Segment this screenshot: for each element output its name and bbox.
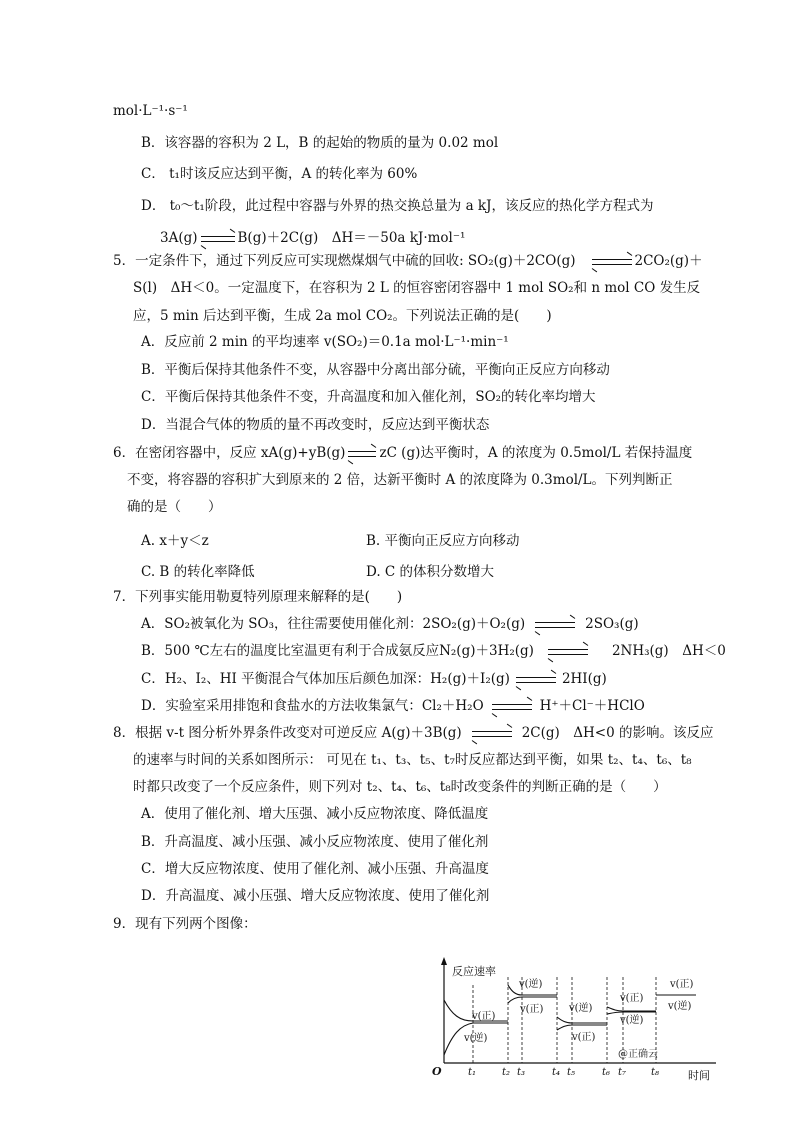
q8-option-a: A．使用了催化剂、增大压强、减小反应物浓度、降低温度 <box>141 806 489 822</box>
equilibrium-arrow-icon <box>535 621 575 629</box>
q4-option-b: B．该容器的容积为 2 L，B 的起始的物质的量为 0.02 mol <box>141 135 499 151</box>
x-axis-label: 时间 <box>688 1069 710 1082</box>
q8-stem-line1-a: 8．根据 v-t 图分析外界条件改变对可逆反应 A(g)＋3B(g) <box>113 725 462 741</box>
equilibrium-arrow-icon <box>516 676 556 684</box>
equilibrium-arrow-icon <box>548 648 588 656</box>
vt-figure <box>426 955 726 1085</box>
q6-stem-line3: 确的是（ ） <box>127 499 222 515</box>
q8-option-c: C．增大反应物浓度、使用了催化剂、减小压强、升高温度 <box>141 861 489 877</box>
tick-t2: t₂ <box>502 1067 511 1078</box>
q4-option-d: D． t₀～t₁阶段，此过程中容器与外界的热交换总量为 a kJ，该反应的热化学方程式为 <box>141 198 654 214</box>
tick-t1: t₁ <box>468 1067 477 1078</box>
q6-option-a: A. x＋y＜z <box>141 533 209 549</box>
equilibrium-arrow-icon <box>472 730 512 738</box>
q8-option-b: B．升高温度、减小压强、减小反应物浓度、使用了催化剂 <box>141 834 489 850</box>
tick-t6: t₆ <box>602 1067 611 1078</box>
q7-option-c-product: 2HI(g) <box>561 671 607 687</box>
tick-t3: t₃ <box>517 1067 526 1078</box>
v-fwd-label-3: v(正) <box>572 1032 596 1043</box>
q7-option-a-text: A．SO₂被氧化为 SO₃，往往需要使用催化剂：2SO₂(g)＋O₂(g) <box>141 616 526 632</box>
q5-stem-line1 <box>113 251 703 271</box>
q6-stem-line1-a: 6．在密闭容器中，反应 xA(g)+yB(g) <box>113 445 346 461</box>
q6-stem-line2: 不变，将容器的容积扩大到原来的 2 倍，达新平衡时 A 的浓度降为 0.3mol/L。下列判断正 <box>127 472 673 488</box>
y-axis-label: 反应速率 <box>452 965 496 978</box>
q7-option-d <box>141 696 645 716</box>
q8-stem-line2: 的速率与时间的关系如图所示： 可见在 t₁、t₃、t₅、t₇时反应都达到平衡，如果 t₂、t₄、t₆、t₈ <box>133 752 692 768</box>
v-rev-label-5: v(逆) <box>668 1001 692 1012</box>
q9-stem: 9．现有下列两个图像： <box>113 916 257 932</box>
tick-t8: t₈ <box>651 1067 660 1078</box>
v-rev-label-3: v(逆) <box>569 1003 593 1014</box>
equilibrium-arrow-icon <box>592 258 632 266</box>
q7-option-b-text: B．500 ℃左右的温度比室温更有利于合成氨反应N₂(g)＋3H₂(g) <box>141 643 534 659</box>
v-fwd-label-1: v(正) <box>472 1011 496 1022</box>
y-axis-arrow-icon <box>441 957 447 965</box>
v-rev-curve-4 <box>607 1012 656 1014</box>
v-fwd-curve-4 <box>607 1007 656 1011</box>
v-fwd-curve-3 <box>557 1025 607 1030</box>
equilibrium-arrow-icon <box>492 703 532 711</box>
q7-option-b <box>141 641 726 661</box>
tick-t4: t₄ <box>552 1067 561 1078</box>
q6-option-c: C. B 的转化率降低 <box>141 564 255 580</box>
q5-stem-line2: S(l) ΔH＜0。一定温度下，在容积为 2 L 的恒容密闭容器中 1 mol SO₂和 n mol CO 发生反 <box>133 280 701 296</box>
v-fwd-label-5: v(正) <box>670 979 694 990</box>
q4-eq-left: 3A(g) <box>160 230 198 246</box>
v-rev-label-1: v(逆) <box>464 1033 488 1044</box>
q7-option-d-text: D．实验室采用排饱和食盐水的方法收集氯气：Cl₂＋H₂O <box>141 698 484 714</box>
q5-option-c: C．平衡后保持其他条件不变，升高温度和加入催化剂，SO₂的转化率均增大 <box>141 389 596 405</box>
v-rev-label-2: v(逆) <box>519 979 543 990</box>
q7-option-c <box>141 669 607 689</box>
q5-option-a: A．反应前 2 min 的平均速率 v(SO₂)＝0.1a mol·L⁻¹·min⁻¹ <box>141 334 509 350</box>
q4-eq-right: B(g)＋2C(g) ΔH＝－50a kJ·mol⁻¹ <box>237 230 466 246</box>
q8-stem-line3: 时都只改变了一个反应条件，则下列对 t₂、t₄、t₆、t₈时改变条件的判断正确的是（ ） <box>133 779 667 795</box>
q4-unit-tail: mol·L⁻¹·s⁻¹ <box>113 103 188 119</box>
v-fwd-label-4: v(正) <box>620 993 644 1004</box>
q6-stem-line1-b: zC (g)达平衡时，A 的浓度为 0.5mol/L 若保持温度 <box>379 445 693 461</box>
v-rev-curve-3 <box>557 1017 607 1023</box>
q7-option-d-product: H⁺＋Cl⁻＋HClO <box>539 698 645 714</box>
q8-option-d: D．升高温度、减小压强、增大反应物浓度、使用了催化剂 <box>141 888 490 904</box>
q4-option-c: C． t₁时该反应达到平衡，A 的转化率为 60% <box>141 166 418 182</box>
q5-stem-line1-b: 2CO₂(g)＋ <box>634 253 703 269</box>
origin-label: O <box>432 1065 442 1078</box>
q7-option-a <box>141 614 639 634</box>
q5-stem-line3: 应，5 min 后达到平衡，生成 2a mol CO₂。下列说法正确的是( ) <box>133 308 552 324</box>
q5-option-d: D．当混合气体的物质的量不再改变时，反应达到平衡状态 <box>141 417 490 433</box>
q8-stem-line1 <box>113 723 714 743</box>
q6-stem-line1 <box>113 443 692 463</box>
tick-t5: t₅ <box>567 1067 576 1078</box>
q7-option-c-text: C．H₂、I₂、HI 平衡混合气体加压后颜色加深：H₂(g)＋I₂(g) <box>141 671 510 687</box>
q6-option-d: D. C 的体积分数增大 <box>366 564 495 580</box>
q7-option-a-product: 2SO₃(g) <box>585 616 639 632</box>
v-fwd-label-2: v(正) <box>520 1004 544 1015</box>
q7-stem: 7．下列事实能用勒夏特列原理来解释的是( ) <box>113 589 403 605</box>
q8-stem-line1-b: 2C(g) ΔH<0 的影响。该反应 <box>521 725 714 741</box>
q5-option-b: B．平衡后保持其他条件不变，从容器中分离出部分硫，平衡向正反应方向移动 <box>141 362 610 378</box>
v-fwd-curve-2 <box>508 997 557 1003</box>
q5-stem-line1-a: 5．一定条件下，通过下列反应可实现燃煤烟气中硫的回收: SO₂(g)＋2CO(g) <box>113 253 576 269</box>
q7-option-b-product: 2NH₃(g) ΔH＜0 <box>611 643 726 659</box>
watermark: @正确云 <box>618 1049 658 1060</box>
q4-equation <box>160 228 465 248</box>
v-rev-label-4: v(逆) <box>620 1015 644 1026</box>
tick-t7: t₇ <box>618 1067 627 1078</box>
equilibrium-arrow-icon <box>348 450 376 458</box>
q6-option-b: B. 平衡向正反应方向移动 <box>366 533 520 549</box>
equilibrium-arrow-icon <box>201 235 235 243</box>
